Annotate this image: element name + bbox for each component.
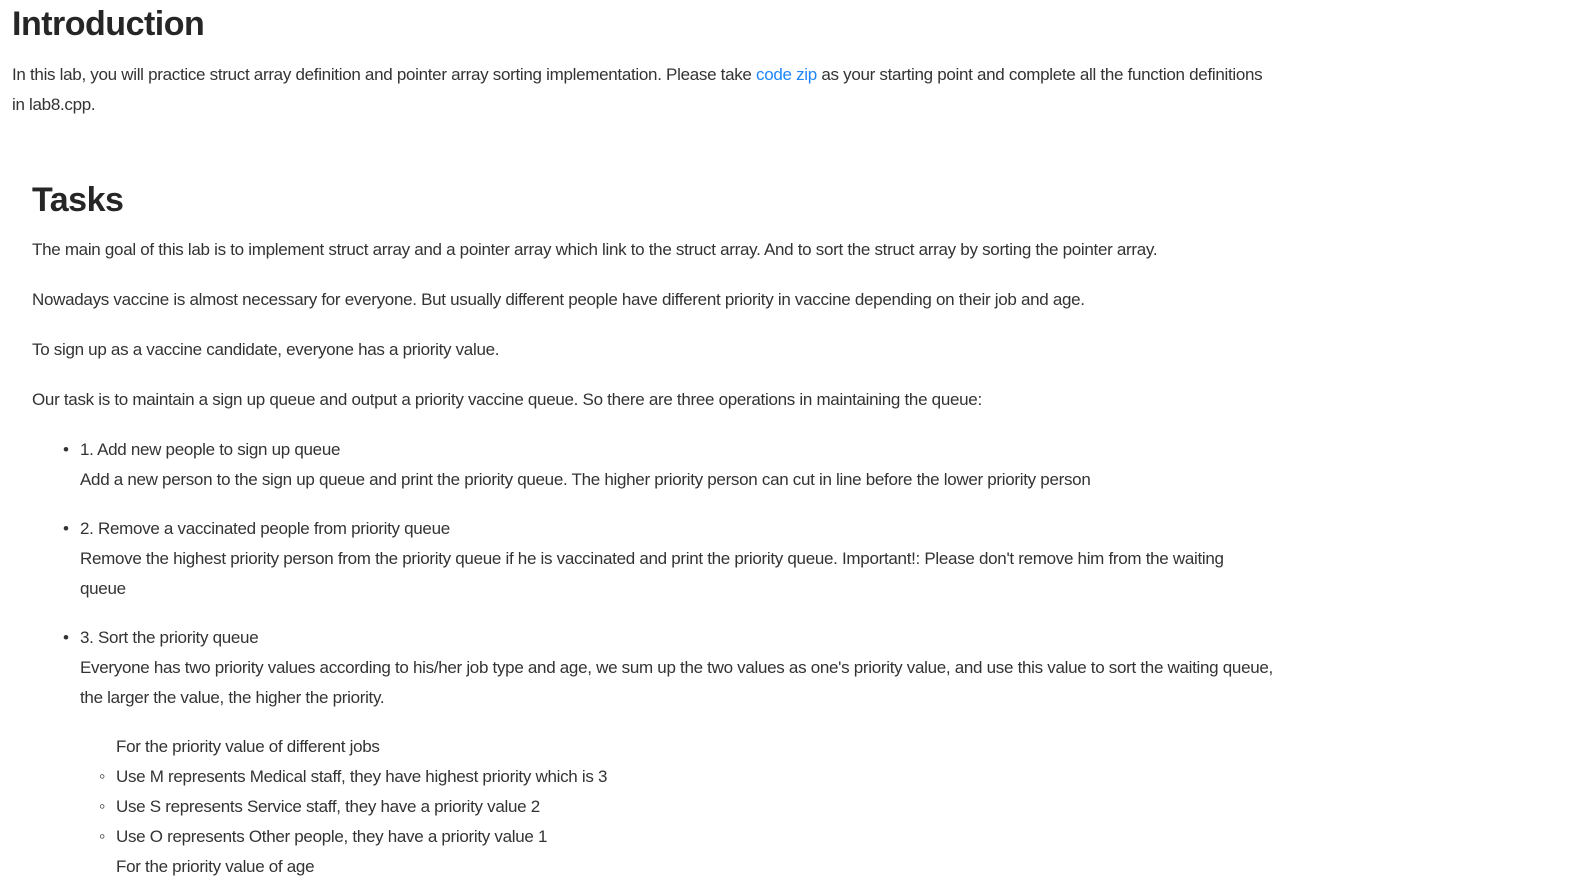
list-item-title: • 1. Add new people to sign up queue bbox=[80, 440, 341, 459]
tasks-heading: Tasks bbox=[32, 181, 124, 219]
priority-values-block bbox=[116, 732, 1574, 882]
list-item-desc: the larger the value, the higher the priority. bbox=[80, 688, 385, 707]
list-item-title: • 2. Remove a vaccinated people from priority queue bbox=[80, 519, 450, 538]
list-item-add bbox=[80, 435, 1574, 495]
tasks-paragraph-1: The main goal of this lab is to implement struct array and a pointer array which link to the struct array. And to sort the struct array by sorting the pointer array. bbox=[32, 240, 1158, 259]
list-item-desc: Add a new person to the sign up queue and print the priority queue. The higher priority person can cut in line before the lower priority person bbox=[80, 470, 1091, 489]
list-item-remove bbox=[80, 514, 1574, 604]
intro-text-after-link: as your starting point and complete all the function definitions bbox=[816, 65, 1263, 84]
tasks-section bbox=[32, 178, 1574, 882]
list-item-desc: Remove the highest priority person from the priority queue if he is vaccinated and print the priority queue. Important!: Please don't remove him from the waiting bbox=[80, 549, 1224, 568]
tasks-paragraph-3: To sign up as a vaccine candidate, everyone has a priority value. bbox=[32, 340, 500, 359]
priority-age-label: For the priority value of age bbox=[116, 857, 315, 876]
list-item-desc: Everyone has two priority values according to his/her job type and age, we sum up the two values as one's priority value, and use this value to sort the waiting queue, bbox=[80, 658, 1273, 677]
tasks-paragraph-4: Our task is to maintain a sign up queue and output a priority vaccine queue. So there are three operations in maintaining the queue: bbox=[32, 390, 982, 409]
job-item-medical: ◦ Use M represents Medical staff, they have highest priority which is 3 bbox=[116, 762, 1574, 792]
code-zip-link[interactable]: code zip bbox=[756, 65, 817, 84]
list-item-sort bbox=[80, 623, 1574, 882]
job-item-service: ◦ Use S represents Service staff, they have a priority value 2 bbox=[116, 792, 1574, 822]
tasks-paragraph-2: Nowadays vaccine is almost necessary for everyone. But usually different people have different priority in vaccine depending on their job and age. bbox=[32, 290, 1085, 309]
job-priority-list bbox=[116, 762, 1574, 852]
intro-text-before-link: In this lab, you will practice struct array definition and pointer array sorting implementation. Please take bbox=[12, 65, 757, 84]
list-item-title: • 3. Sort the priority queue bbox=[80, 628, 259, 647]
intro-text-line2: in lab8.cpp. bbox=[12, 95, 96, 114]
operations-list bbox=[32, 435, 1574, 882]
list-item-desc: queue bbox=[80, 579, 126, 598]
intro-paragraph bbox=[12, 60, 1574, 120]
intro-heading: Introduction bbox=[12, 5, 205, 43]
intro-section bbox=[12, 2, 1574, 120]
priority-jobs-label: For the priority value of different jobs bbox=[116, 737, 380, 756]
job-item-other: ◦ Use O represents Other people, they have a priority value 1 bbox=[116, 822, 1574, 852]
